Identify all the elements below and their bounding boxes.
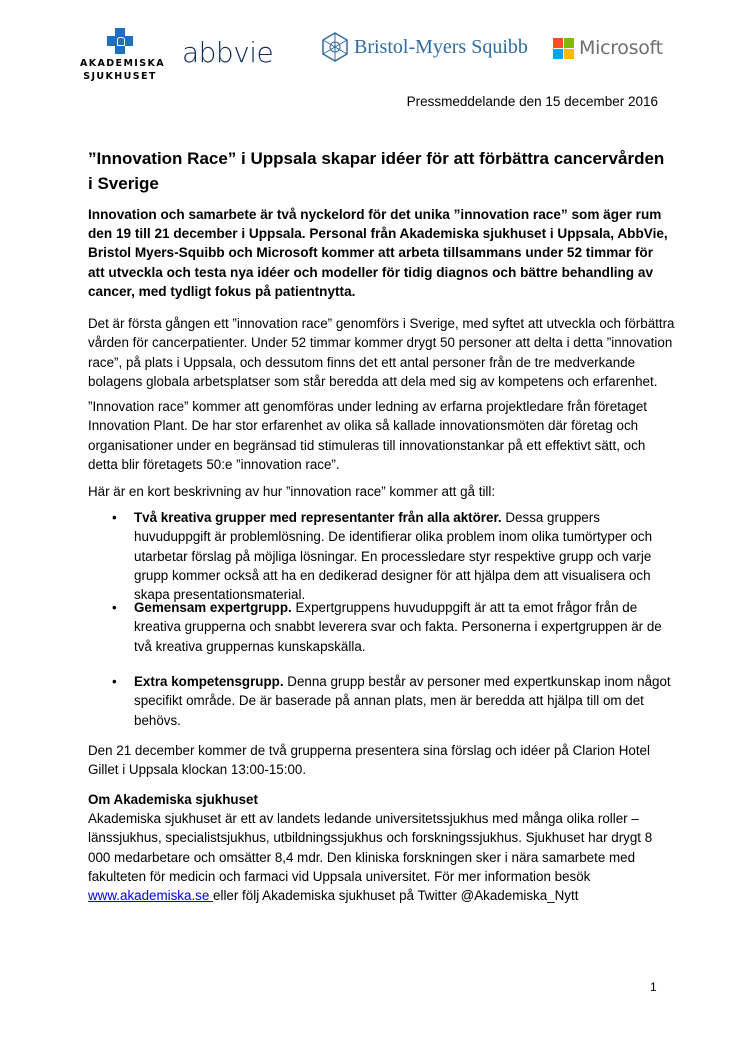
page-title: ”Innovation Race” i Uppsala skapar idéer för att förbättra cancervården i Sverige [88,149,665,193]
about-heading: Om Akademiska sjukhuset [88,792,258,807]
body-paragraph-1: Det är första gången ett ”innovation race” genomförs i Sverige, med syftet att utveckla och förbättra vården för cancerpatienter. Under 52 timmar kommer drygt 50 personer att delta i detta ”innovation race”, på plats i Uppsala, och dessutom finns det ett antal personer från de tre medverkande bolagens globala arbetsplatser som står beredda att dela med sig av kompetens och erfarenhet. [88,316,675,389]
lead-paragraph: Innovation och samarbete är två nyckelord för det unika ”innovation race” som äger rum den 19 till 21 december i Uppsala. Personal från Akademiska sjukhuset i Uppsala, AbbVie, Bristol Myers-Squibb och Microsoft kommer att arbeta tillsammans under 52 timmar för att utveckla och testa nya idéer och modeller för tidig diagnos och bättre behandling av cancer, med tydligt fokus på patientnytta. [88,207,668,299]
abbvie-logo: abbvie [182,36,274,69]
bms-logo [320,32,528,62]
body-paragraph-3: Här är en kort beskrivning av hur ”innovation race” kommer att gå till: [88,484,496,499]
microsoft-logo [553,37,663,59]
bullet-icon: • [112,600,117,615]
akademiska-logo-text: AKADEMISKA SJUKHUSET [80,58,165,82]
body-paragraph-4: Den 21 december kommer de två grupperna presentera sina förslag och idéer på Clarion Hotel Gillet i Uppsala klockan 13:00-15:00. [88,743,650,778]
bullet-icon: • [112,510,117,525]
about-paragraph: Akademiska sjukhuset är ett av landets ledande universitetssjukhus med många olika roller – länssjukhus, specialistsjukhus, utbildningssjukhus och forskningssjukhus. Sjukhuset har drygt 8 000 medarbetare och omsätter 8,4 mdr. Den kliniska forskningen sker i nära samarbete med fakulteten för medicin och farmaci vid Uppsala universitet. För mer information besök www.akademiska.se eller följ Akademiska sjukhuset på Twitter @Akademiska_Nytt [88,811,653,904]
bms-hexagon-icon [320,32,350,62]
microsoft-windows-icon [553,38,574,59]
press-release-page: AKADEMISKA SJUKHUSET abbvie Bristol-Myers Squibb Microsoft Pressmeddelande den 15 december 2016 ”Innovation Race” i Uppsala skapar idéer för att förbättra cancervården i Sverige Innovation och samarbete är två nyckelord för det unika ”innovation race” som äger rum den 19 till 21 december i Uppsala. Personal från Akademiska sjukhuset i Uppsala, AbbVie, Bristol Myers-Squibb och Microsoft kommer att arbeta tillsammans under 52 timmar för att utveckla och testa nya idéer och modeller för tidig diagnos och bättre behandling av cancer, med tydligt fokus på patientnytta. Det är första gången ett ”innovation race” genomförs i Sverige, med syftet att utveckla och förbättra vården för cancerpatienter. Under 52 timmar kommer drygt 50 personer att delta i detta ”innovation race”, på plats i Uppsala, och dessutom finns det ett antal personer från de tre medverkande bolagens globala arbetsplatser som står beredda att dela med sig av kompetens och erfarenhet. ”Innovation race” kommer att genomföras under ledning av erfarna projektledare från företaget Innovation Plant. De har stor erfarenhet av olika så kallade innovationsmöten där företag och organisationer under en begränsad tid stimuleras till innovationstankar på ett effektivt sätt, och detta blir företagets 50:e ”innovation race”. Här är en kort beskrivning av hur ”innovation race” kommer att gå till: • Två kreativa grupper med representanter från alla aktörer. Dessa gruppers huvuduppgift är problemlösning. De identifierar olika problem inom olika tumörtyper och utarbetar förslag på möjliga lösningar. En processledare styr respektive grupp och varje grupp kommer också att ha en dedikerad designer för att hjälpa dem att visualisera och skapa presentationsmaterial. • Gemensam expertgrupp. Expertgruppens huvuduppgift är att ta emot frågor från de kreativa grupperna och snabbt leverera svar och fakta. Personerna i expertgruppen är de två kreativa gruppernas kunskapskälla. • Extra kompetensgrupp. Denna grupp består av personer med expertkunskap inom något specifikt område. De är baserade på annan plats, men är beredda att hjälpa till om det behövs. Den 21 december kommer de två grupperna presentera sina förslag och idéer på Clarion Hotel Gillet i Uppsala klockan 13:00-15:00. Om Akademiska sjukhuset Akademiska sjukhuset är ett av landets ledande universitetssjukhus med många olika roller – länssjukhus, specialistsjukhus, utbildningssjukhus och forskningssjukhus. Sjukhuset har drygt 8 000 medarbetare och omsätter 8,4 mdr. Den kliniska forskningen sker i nära samarbete med fakulteten för medicin och farmaci vid Uppsala universitet. För mer information besök www.akademiska.se eller följ Akademiska sjukhuset på Twitter @Akademiska_Nytt 1 [0,0,746,1056]
akademiska-logo [80,28,165,83]
release-date: Pressmeddelande den 15 december 2016 [406,94,658,109]
bullet-icon: • [112,674,117,689]
akademiska-website-link[interactable]: www.akademiska.se [88,888,214,904]
body-paragraph-2: ”Innovation race” kommer att genomföras under ledning av erfarna projektledare från företaget Innovation Plant. De har stor erfarenhet av olika så kallade innovationsmöten där företag och organisationer under en begränsad tid stimuleras till innovationstankar på ett effektivt sätt, och detta blir företagets 50:e ”innovation race”. [88,399,647,472]
microsoft-logo-text: Microsoft [579,37,663,59]
hospital-cross-icon [107,28,133,54]
bms-logo-text: Bristol-Myers Squibb [354,35,528,58]
page-number: 1 [650,980,657,994]
partner-logos [80,28,670,88]
